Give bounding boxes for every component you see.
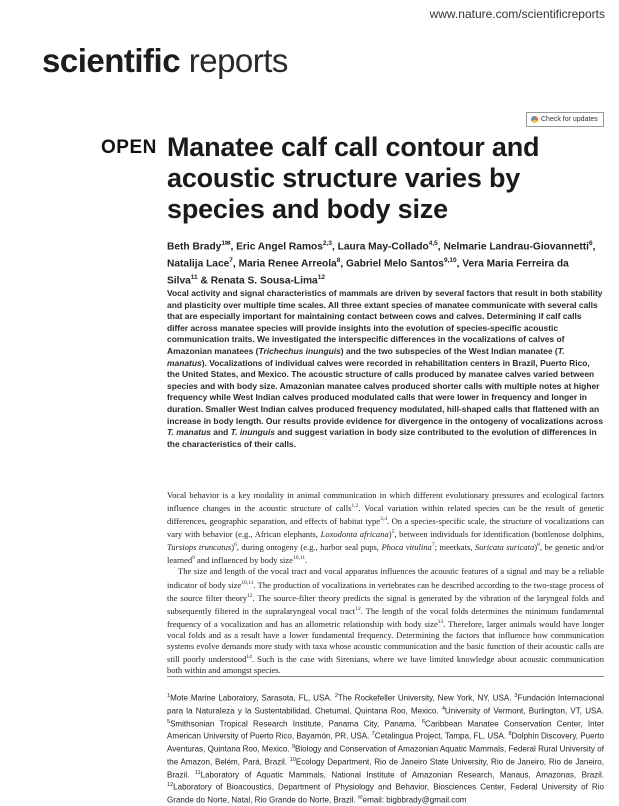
citation-link[interactable]: 10,11 bbox=[292, 555, 306, 562]
open-access-label: OPEN bbox=[101, 137, 157, 158]
author-sup: 4,5 bbox=[428, 240, 438, 247]
citation-link[interactable]: 12 bbox=[355, 605, 361, 612]
citation-link[interactable]: 1,2 bbox=[351, 503, 359, 510]
citation-link[interactable]: 8 bbox=[537, 542, 540, 549]
affil-text: Laboratory of Bioacoustics, Department of Physiology and Behavior, Biosciences Center, Federal University of Rio Grande do Norte, Natal, Rio Grande do Norte, Brazil. bbox=[167, 783, 604, 805]
body-text: . The production of vocalizations in vertebrates can be described according to the two-stage process of the source filter theory bbox=[167, 579, 604, 603]
affil-text: Laboratory of Aquatic Mammals, National Institute of Amazonian Research, Manaus, Amazonas, Brazil. bbox=[200, 770, 604, 780]
body-paragraph bbox=[167, 566, 604, 676]
affil-text: Caribbean Manatee Conservation Center, Inter American University of Puerto Rico, Bayamón, PR, USA. bbox=[167, 719, 604, 741]
citation-link[interactable]: 5 bbox=[391, 529, 395, 536]
species-name: T. inunguis bbox=[230, 427, 275, 438]
affil-sup: 7 bbox=[371, 731, 375, 738]
citation-link[interactable]: 6 bbox=[234, 542, 237, 549]
author-name[interactable]: , Natalija Lace bbox=[167, 241, 596, 270]
affil-text: Cetalingua Project, Tampa, FL, USA. bbox=[374, 731, 509, 741]
abstract bbox=[167, 288, 604, 450]
author-list bbox=[167, 237, 597, 288]
affil-text: Ecology Department, Rio de Janeiro State University, Rio de Janeiro, Rio de Janeiro, Brazil. bbox=[167, 757, 604, 780]
abstract-text: Vocal activity and signal characteristics of mammals are driven by several factors that result in both stability and plasticity over multiple time scales. All three extant species of manatee communicate with several calls that are especially important for maintaining contact between cows and calves. Determining if calf calls differ across manatee species will provide insights into the evolution of species-specific acoustic communication traits. We investigated the interspecific differences in the vocalizations of calves of Amazonian manatees ( bbox=[167, 288, 603, 356]
author-sup: 1 bbox=[221, 240, 225, 247]
article-title: Manatee calf call contour and acoustic structure varies by species and body size bbox=[167, 132, 540, 224]
species-name: Phoca vitulina bbox=[381, 542, 432, 553]
author-sup: 7 bbox=[229, 256, 233, 264]
author-name[interactable]: , Nelmarie Landrau-Giovannetti bbox=[437, 241, 589, 253]
author-sup: 12 bbox=[317, 273, 325, 281]
affil-text: The Rockefeller University, New York, NY, USA. bbox=[337, 693, 515, 703]
affil-sup: 9 bbox=[291, 744, 296, 751]
body-text: The size and length of the vocal tract and vocal apparatus influences the acoustic features of a signal and may be a reliable indicator of body size bbox=[167, 566, 604, 590]
masthead-bold: scientific bbox=[42, 42, 181, 79]
affil-sup: 6 bbox=[421, 718, 426, 725]
affil-sup: 2 bbox=[334, 693, 338, 699]
abstract-text: ) and the two subspecies of the West Indian manatee ( bbox=[340, 345, 558, 356]
author-sup: 9,10 bbox=[443, 256, 457, 264]
citation-link[interactable]: 12 bbox=[247, 592, 253, 599]
author-sup: 8 bbox=[336, 256, 341, 264]
author-sup: 2,3 bbox=[322, 240, 332, 247]
affiliations bbox=[167, 691, 604, 806]
species-name: Suricata suricata bbox=[474, 542, 535, 553]
check-for-updates-button[interactable] bbox=[526, 112, 604, 127]
journal-url[interactable]: www.nature.com/scientificreports bbox=[429, 7, 605, 21]
body-text: ; meerkats, bbox=[434, 542, 475, 553]
article-body bbox=[167, 490, 604, 676]
body-text: , during ontogeny (e.g., harbor seal pups, bbox=[236, 542, 382, 553]
author-name[interactable]: , Vera Maria Ferreira da Silva bbox=[167, 258, 569, 287]
affil-sup: 3 bbox=[514, 693, 518, 699]
body-text: . bbox=[305, 555, 308, 566]
body-text: . The source-filter theory predicts the signal is generated by the vibration of the laryngeal folds and subsequently filtered in the supralaryngeal vocal tract bbox=[167, 592, 604, 616]
species-name: T. manatus bbox=[167, 427, 211, 438]
body-text: . On a species-specific scale, the structure of vocalizations can vary with behavior (e.g., African elephants, bbox=[167, 516, 605, 540]
affil-text: Biology and Conservation of Amazonian Aquatic Mammals, Federal Rural University of the Amazon, Belém, Pará, Brazil. bbox=[167, 744, 604, 767]
affil-sup: 11 bbox=[194, 769, 201, 776]
body-text: and influenced by body size bbox=[194, 555, 293, 566]
affil-text: University of Vermont, Burlington, VT, USA. bbox=[444, 706, 604, 716]
body-text: , be genetic and/or learned bbox=[167, 542, 604, 566]
author-name[interactable]: , Gabriel Melo Santos bbox=[340, 258, 444, 270]
body-text: , between individuals for identification (bottlenose dolphins, bbox=[394, 529, 604, 540]
citation-link[interactable]: 9 bbox=[192, 555, 195, 562]
species-name: Tursiops truncatus bbox=[167, 542, 232, 553]
affil-text: Fundación Internacional para la Naturaleza y la Sustentabilidad, Chetumal, Quintana Roo, Mexico. bbox=[167, 693, 604, 716]
author-name[interactable]: & Renata S. Sousa-Lima bbox=[197, 275, 318, 287]
affil-sup: 12 bbox=[167, 782, 174, 789]
check-updates-label: Check for updates bbox=[541, 116, 598, 123]
affil-sup: 4 bbox=[441, 705, 445, 712]
author-name[interactable]: , Laura May-Collado bbox=[331, 241, 429, 253]
species-name: Trichechus inunguis bbox=[258, 345, 341, 356]
affil-sup: 10 bbox=[289, 756, 296, 763]
body-text: . The length of the vocal folds determines the minimum fundamental frequency of a vocalization and has an allometric relationship with body size bbox=[167, 605, 605, 629]
affil-text: Smithsonian Tropical Research Institute, Panama City, Panama. bbox=[170, 719, 422, 729]
species-name: Loxodonta africana bbox=[320, 529, 389, 540]
species-name: T. manatus bbox=[167, 345, 565, 368]
author-name[interactable]: Beth Brady bbox=[167, 241, 222, 253]
author-sup: 6 bbox=[588, 240, 593, 247]
citation-link[interactable]: 7 bbox=[431, 542, 435, 549]
citation-link[interactable]: 10,11 bbox=[241, 579, 254, 586]
citation-link[interactable]: 3,4 bbox=[380, 516, 387, 523]
body-paragraph: Vocal behavior is a key modality in animal communication in which different evolutionary pressures and ecological factors influence changes in the acoustic structure of calls$^{1,2}$. Vocal variation within related species can be the result of genetic differences, geographic separation, and effects of habitat type$^{3,4}$. On a species-specific scale, the structure of vocalizations can vary with behavior (e.g., African elephants, Loxodonta africana)$^5$, between individuals for identification (bottlenose dolphins, Tursiops truncatus)$^6$, during ontogeny (e.g., harbor seal pups, Phoca vitulina$^7$; meerkats, Suricata suricata)$^8$, be genetic and/or learned$^9$ and influenced by body size$^{10,11}$. bbox=[167, 490, 605, 566]
affil-sup: 5 bbox=[167, 718, 171, 725]
body-text: Vocal behavior is a key modality in animal communication in which different evolutionary pressures and ecological factors influence changes in the acoustic structure of calls bbox=[167, 490, 604, 514]
abstract-text: and bbox=[210, 427, 231, 438]
body-text: . Therefore, larger animals would have longer vocal folds and as a result have a lower fundamental frequency. Determining the factors that influence how communication systems evolve demands more study with taxa whose acoustic communication and the basic function of their acoustic calls are still poorly understood bbox=[167, 618, 604, 665]
abstract-text: and suggest variation in body size contributed to the evolution of differences in the characteristics of their calls. bbox=[167, 427, 597, 449]
affil-text: Dolphin Discovery, Puerto Aventuras, Quintana Roo, Mexico. bbox=[167, 731, 604, 754]
check-updates-icon bbox=[531, 116, 538, 123]
affil-sup: 1 bbox=[167, 693, 171, 699]
body-text: . Such is the case with Sirenians, where we have limited knowledge about acoustic communication both within and amongst species. bbox=[167, 654, 604, 676]
citation-link[interactable]: 13 bbox=[437, 618, 444, 625]
abstract-text: ). Vocalizations of individual calves were recorded in rehabilitation centers in Brazil, Puerto Rico, the United States, and Mexico. The acoustic structure of calls produced by manatee calves varied between species and with body size. Amazonian manatee calves produced shorter calls with multiple notes at higher frequency while West Indian calves produced modulated calls that were lower in frequency and longer in duration. Smaller West Indian calves produced frequency modulated, hill-shaped calls that flattened with an increase in body length. Our results provide evidence for divergence in the ontogeny of vocalizations across bbox=[167, 357, 604, 426]
affil-text: Mote Marine Laboratory, Sarasota, FL, USA. bbox=[170, 693, 335, 703]
author-name[interactable]: , Eric Angel Ramos bbox=[230, 241, 323, 253]
journal-masthead bbox=[42, 44, 288, 77]
author-name[interactable]: , Maria Renee Arreola bbox=[232, 258, 337, 270]
masthead-light: reports bbox=[180, 42, 288, 79]
author-sup: 11 bbox=[190, 273, 198, 281]
contact-email[interactable]: email: bigbbrady@gmail.com bbox=[362, 795, 467, 805]
citation-link[interactable]: 14 bbox=[246, 654, 252, 661]
mail-icon: ✉ bbox=[357, 795, 363, 802]
body-text: . Vocal variation within related species can be the result of genetic differences, geographic separation, and effects of habitat type bbox=[167, 503, 604, 527]
footnote-divider bbox=[167, 676, 604, 677]
affil-sup: 8 bbox=[508, 731, 512, 738]
mail-icon[interactable]: ✉ bbox=[224, 240, 231, 247]
